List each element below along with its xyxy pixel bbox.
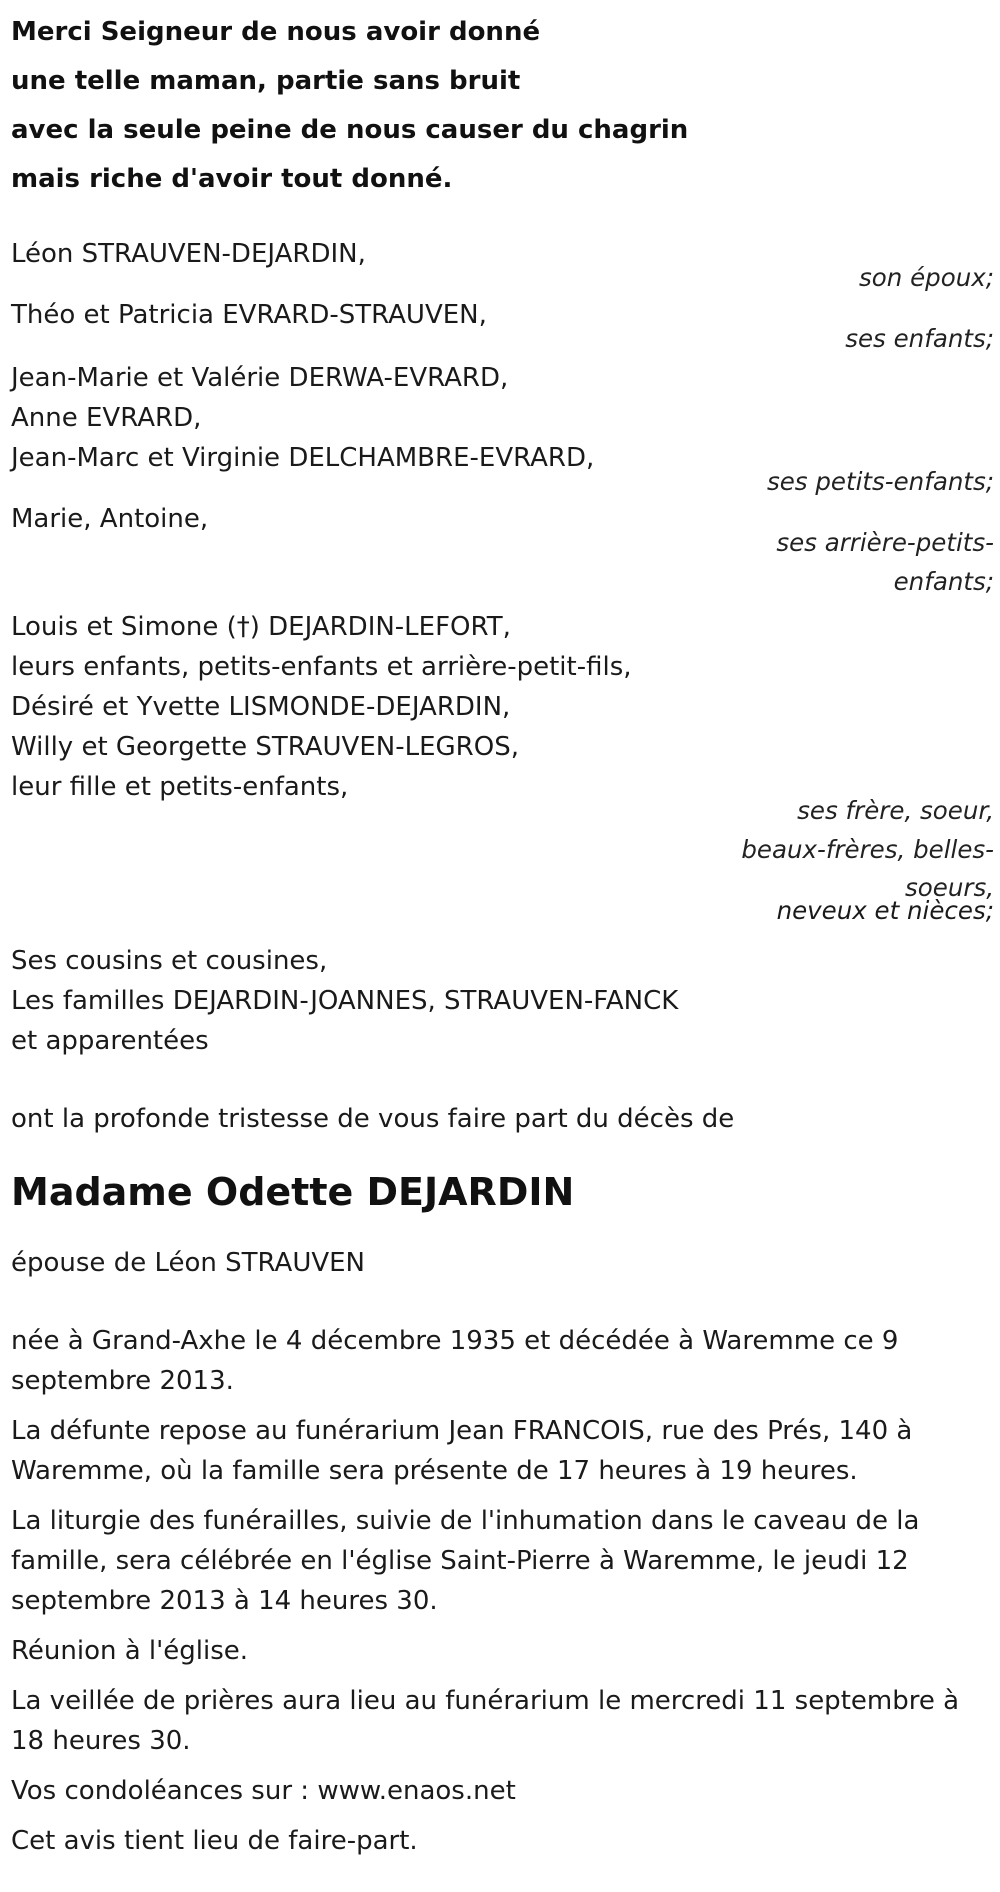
family-role: ses enfants; <box>845 324 994 353</box>
family-role: soeurs, <box>905 873 994 902</box>
family-name: Jean-Marc et Virginie DELCHAMBRE-EVRARD, <box>11 443 595 473</box>
greatgrandchildren-group <box>11 499 994 601</box>
detail-paragraph: La veillée de prières aura lieu au funérarium le mercredi 11 septembre à 18 heures 30. <box>11 1686 960 1756</box>
family-role: son époux; <box>859 263 994 292</box>
family-role: ses frère, soeur, <box>797 796 994 825</box>
family-name: Marie, Antoine, <box>11 504 209 534</box>
family-name: et apparentées <box>11 1026 209 1056</box>
deceased-name: Madame Odette DEJARDIN <box>11 1170 575 1214</box>
poem <box>11 0 994 204</box>
cousins-group <box>11 941 994 1061</box>
family-name: Anne EVRARD, <box>11 403 202 433</box>
detail-paragraph: Réunion à l'église. <box>11 1636 249 1666</box>
family-name: Willy et Georgette STRAUVEN-LEGROS, <box>11 732 519 762</box>
detail-paragraph: La défunte repose au funérarium Jean FRANCOIS, rue des Prés, 140 à Waremme, où la famille sera présente de 17 heures à 19 heures. <box>11 1416 913 1486</box>
family-name: Désiré et Yvette LISMONDE-DEJARDIN, <box>11 692 511 722</box>
grandchildren-group <box>11 358 994 501</box>
family-name: Louis et Simone (†) DEJARDIN-LEFORT, <box>11 612 511 642</box>
family-name: leurs enfants, petits-enfants et arrière-petit-fils, <box>11 652 632 682</box>
family-role: enfants; <box>893 567 994 596</box>
family-name: Léon STRAUVEN-DEJARDIN, <box>11 239 366 269</box>
family-name: Jean-Marie et Valérie DERWA-EVRARD, <box>11 363 509 393</box>
family-name: Ses cousins et cousines, <box>11 946 328 976</box>
detail-paragraph: née à Grand-Axhe le 4 décembre 1935 et décédée à Waremme ce 9 septembre 2013. <box>11 1326 899 1396</box>
siblings-group <box>11 607 994 925</box>
poem-line: une telle maman, partie sans bruit <box>11 66 521 96</box>
family-role: ses arrière-petits- <box>776 528 994 557</box>
announcement: ont la profonde tristesse de vous faire part du décès de <box>11 1104 735 1134</box>
spouse-line: épouse de Léon STRAUVEN <box>11 1248 366 1278</box>
family-role: beaux-frères, belles- <box>741 835 994 864</box>
family-role: ses petits-enfants; <box>766 467 994 496</box>
family-name: Les familles DEJARDIN-JOANNES, STRAUVEN-FANCK <box>11 986 679 1016</box>
spouse-group <box>11 234 994 297</box>
funeral-details <box>11 1321 994 1861</box>
poem-line: mais riche d'avoir tout donné. <box>11 164 453 194</box>
family-name: Théo et Patricia EVRARD-STRAUVEN, <box>11 300 487 330</box>
children-group <box>11 295 994 358</box>
poem-line: Merci Seigneur de nous avoir donné <box>11 17 541 47</box>
poem-line: avec la seule peine de nous causer du chagrin <box>11 115 689 145</box>
family-role: neveux et nièces; <box>776 896 994 925</box>
detail-paragraph: La liturgie des funérailles, suivie de l'inhumation dans le caveau de la famille, sera célébrée en l'église Saint-Pierre à Waremme, le jeudi 12 septembre 2013 à 14 heures 30. <box>11 1506 920 1616</box>
detail-paragraph: Cet avis tient lieu de faire-part. <box>11 1826 418 1856</box>
family-name: leur fille et petits-enfants, <box>11 772 349 802</box>
condolences-link[interactable]: Vos condoléances sur : www.enaos.net <box>11 1776 516 1806</box>
obituary-notice <box>11 0 994 1871</box>
